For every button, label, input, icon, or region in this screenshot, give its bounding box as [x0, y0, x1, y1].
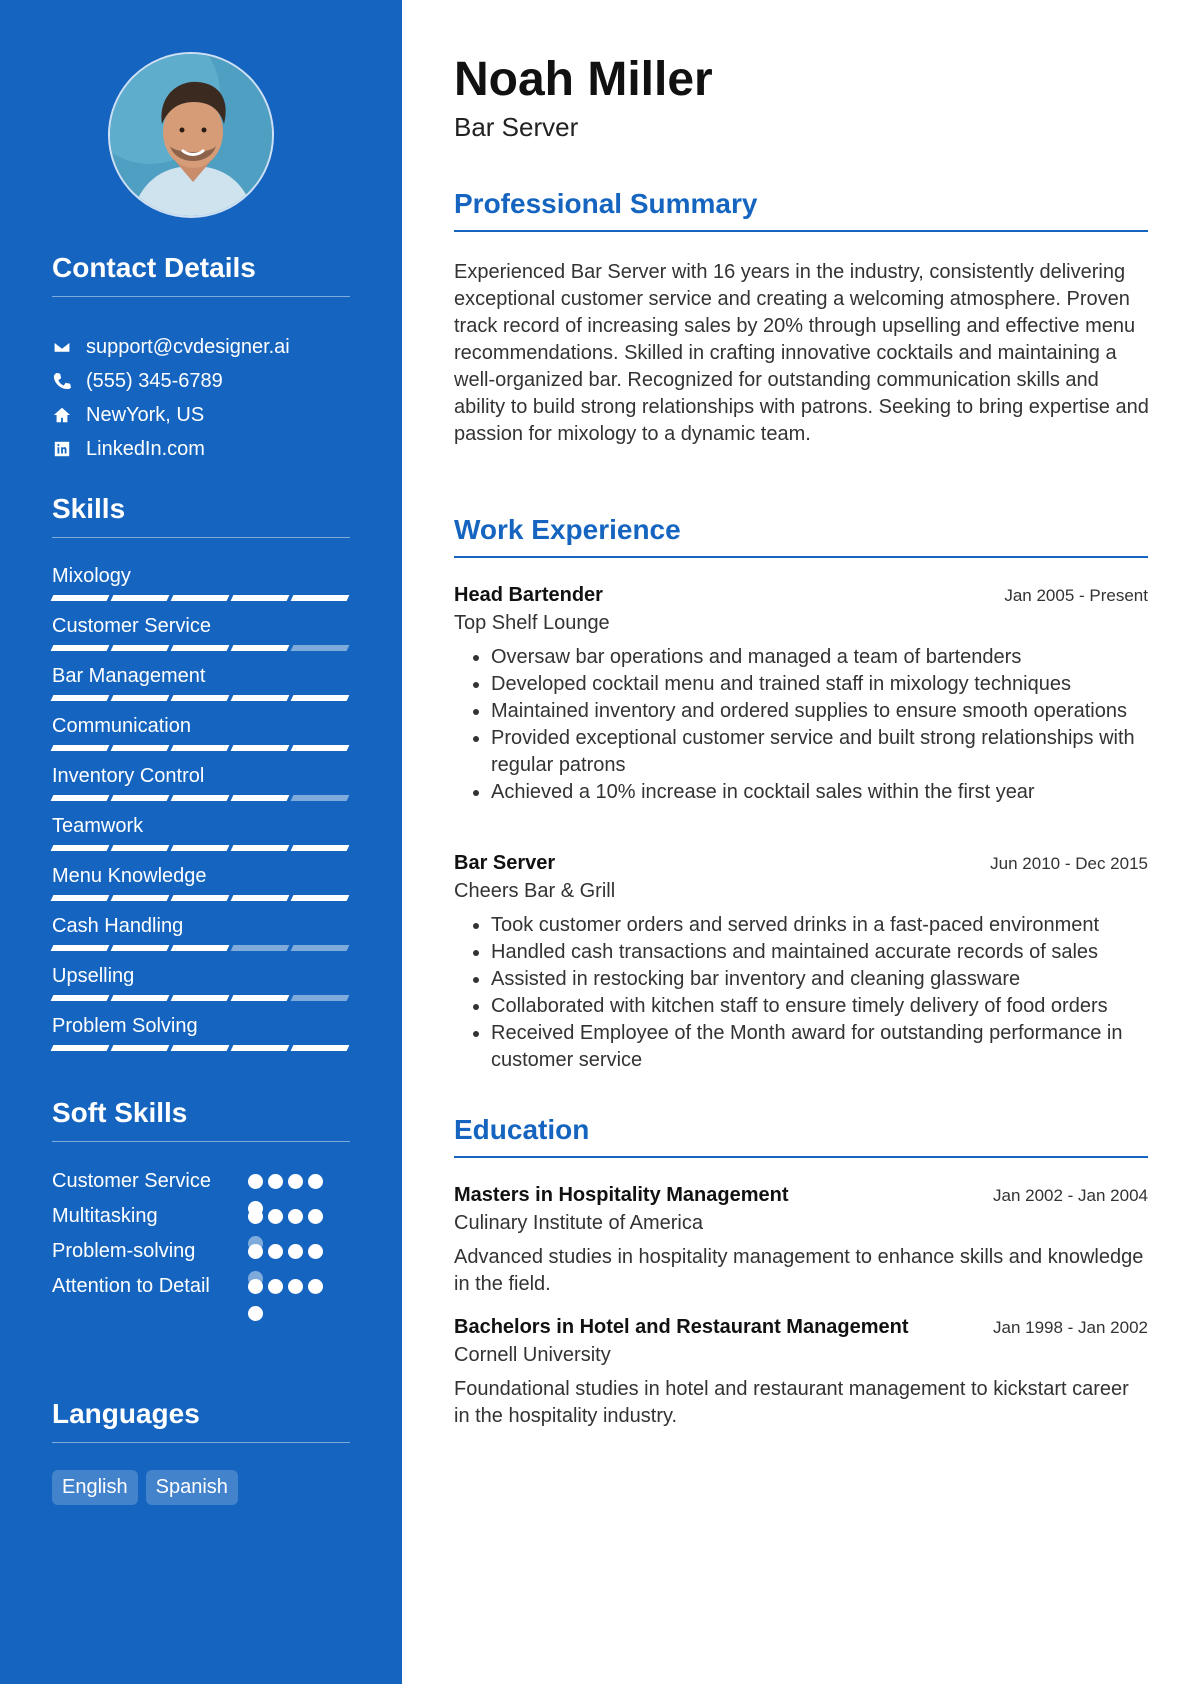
list-item: • Provided exceptional customer service and built strong relationships with regular patrons [491, 725, 1148, 779]
summary-heading: Professional Summary [454, 188, 1148, 232]
rating-dot [248, 1306, 263, 1321]
skills-list [52, 563, 348, 1063]
skill-bar-segment [111, 995, 170, 1001]
profile-photo [108, 52, 274, 218]
soft-skills-list [52, 1168, 352, 1308]
skill-bar-segment [111, 595, 170, 601]
skill-bar-segment [111, 1045, 170, 1051]
list-item: • Developed cocktail menu and trained staff in mixology techniques [491, 671, 1148, 698]
skill-item [52, 863, 348, 913]
language-tag: English [52, 1470, 138, 1505]
experience-company: Cheers Bar & Grill [454, 880, 616, 902]
skill-bar-segment [291, 645, 350, 651]
skill-bar-segment [51, 795, 110, 801]
education-entry [454, 1182, 1148, 1298]
experience-dates: Jan 2005 - Present [1004, 586, 1148, 605]
soft-skill-name: Problem-solving [52, 1240, 196, 1262]
skill-bar-segment [51, 895, 110, 901]
skill-bar-segment [231, 895, 290, 901]
envelope-icon [52, 337, 72, 357]
experience-entry [454, 850, 1148, 1074]
soft-skill-name: Multitasking [52, 1205, 158, 1227]
education-entry [454, 1314, 1148, 1430]
rating-dot [308, 1174, 323, 1189]
contact-email[interactable] [52, 330, 352, 364]
skill-name: Customer Service [52, 615, 211, 637]
skill-bars [52, 995, 348, 1001]
education-school: Cornell University [454, 1344, 611, 1366]
summary-text: Experienced Bar Server with 16 years in the industry, consistently delivering exceptional customer service and creating a welcoming atmosphere. Proven track record of increasing sales by 20% through upselling and effective menu recommendations. Skilled in crafting innovative cocktails and maintaining a well-organized bar. Recognized for outstanding communication skills and ability to build strong relationships with patrons. Seeking to bring expertise and passion for mixology to a dynamic team. [454, 261, 1149, 445]
skill-bar-segment [111, 645, 170, 651]
skill-bar-segment [231, 595, 290, 601]
experience-heading: Work Experience [454, 514, 1148, 558]
contact-linkedin[interactable] [52, 432, 352, 466]
skill-name: Bar Management [52, 665, 206, 687]
skill-bars [52, 595, 348, 601]
contact-location-text: NewYork, US [86, 403, 205, 426]
rating-dot [288, 1174, 303, 1189]
education-degree: Bachelors in Hotel and Restaurant Management [454, 1316, 909, 1338]
skill-bar-segment [291, 845, 350, 851]
education-dates: Jan 1998 - Jan 2002 [992, 1318, 1148, 1337]
phone-icon [52, 371, 72, 391]
skill-bars [52, 845, 348, 851]
contact-heading: Contact Details [52, 252, 350, 297]
experience-dates: Jun 2010 - Dec 2015 [990, 854, 1148, 873]
skill-bar-segment [111, 895, 170, 901]
skill-name: Problem Solving [52, 1015, 198, 1037]
skill-bar-segment [231, 995, 290, 1001]
soft-skill-item [52, 1238, 352, 1265]
skill-bar-segment [231, 695, 290, 701]
contact-phone-text: (555) 345-6789 [86, 369, 223, 392]
skill-bars [52, 1045, 348, 1051]
rating-dot [248, 1244, 263, 1259]
skill-bars [52, 645, 348, 651]
skills-heading: Skills [52, 493, 350, 538]
rating-dot [268, 1174, 283, 1189]
skill-name: Communication [52, 715, 191, 737]
soft-skills-heading: Soft Skills [52, 1097, 350, 1142]
list-item: • Took customer orders and served drinks in a fast-paced environment [491, 912, 1148, 939]
skill-bar-segment [51, 595, 110, 601]
rating-dot [248, 1279, 263, 1294]
experience-title: Bar Server [454, 852, 556, 874]
skill-bar-segment [171, 595, 230, 601]
experience-entry [454, 582, 1148, 806]
languages-heading: Languages [52, 1398, 350, 1443]
skill-bar-segment [171, 845, 230, 851]
contact-email-text: support@cvdesigner.ai [86, 335, 290, 358]
rating-dot [308, 1244, 323, 1259]
education-dates: Jan 2002 - Jan 2004 [992, 1186, 1148, 1205]
education-description: Advanced studies in hospitality management to enhance skills and knowledge in the field. [454, 1246, 1144, 1295]
person-name: Noah Miller [454, 53, 713, 106]
rating-dot [288, 1209, 303, 1224]
experience-bullets [454, 644, 1148, 806]
skill-bar-segment [291, 995, 350, 1001]
skill-bar-segment [171, 1045, 230, 1051]
rating-dot [268, 1244, 283, 1259]
list-item: • Maintained inventory and ordered supplies to ensure smooth operations [491, 698, 1148, 725]
skill-bar-segment [291, 795, 350, 801]
rating-dot [268, 1279, 283, 1294]
soft-skill-item [52, 1273, 352, 1300]
education-heading: Education [454, 1114, 1148, 1158]
skill-name: Upselling [52, 965, 135, 987]
skill-bars [52, 895, 348, 901]
soft-skill-item [52, 1168, 352, 1195]
skill-bar-segment [231, 645, 290, 651]
list-item: • Assisted in restocking bar inventory and cleaning glassware [491, 966, 1148, 993]
skill-bar-segment [231, 1045, 290, 1051]
languages-list [52, 1470, 238, 1505]
contact-list [52, 330, 352, 466]
skill-bar-segment [291, 945, 350, 951]
sidebar [0, 0, 402, 1684]
skill-bars [52, 945, 348, 951]
avatar [110, 54, 274, 218]
skill-bar-segment [171, 895, 230, 901]
skill-bar-segment [291, 1045, 350, 1051]
skill-item [52, 813, 348, 863]
skill-bar-segment [291, 695, 350, 701]
rating-dot [268, 1209, 283, 1224]
skill-bars [52, 695, 348, 701]
skill-bar-segment [171, 795, 230, 801]
skill-item [52, 1013, 348, 1063]
education-school: Culinary Institute of America [454, 1212, 703, 1234]
skill-bar-segment [231, 745, 290, 751]
experience-company: Top Shelf Lounge [454, 612, 610, 634]
skill-bar-segment [231, 945, 290, 951]
skill-bar-segment [171, 745, 230, 751]
skill-name: Cash Handling [52, 915, 184, 937]
rating-dot [248, 1174, 263, 1189]
list-item: • Handled cash transactions and maintained accurate records of sales [491, 939, 1148, 966]
list-item: • Received Employee of the Month award for outstanding performance in customer service [491, 1020, 1148, 1074]
skill-name: Inventory Control [52, 765, 205, 787]
soft-skill-dots [248, 1273, 338, 1321]
experience-bullets [454, 912, 1148, 1074]
skill-bar-segment [111, 795, 170, 801]
contact-location [52, 398, 352, 432]
skill-item [52, 713, 348, 763]
skill-bars [52, 795, 348, 801]
skill-bar-segment [51, 645, 110, 651]
skill-bar-segment [51, 1045, 110, 1051]
skill-bar-segment [291, 895, 350, 901]
rating-dot [308, 1209, 323, 1224]
skill-bar-segment [51, 845, 110, 851]
skill-name: Menu Knowledge [52, 865, 207, 887]
rating-dot [288, 1244, 303, 1259]
skill-item [52, 563, 348, 613]
skill-bar-segment [111, 845, 170, 851]
main-content [402, 0, 1200, 1684]
skill-name: Mixology [52, 565, 131, 587]
soft-skill-name: Customer Service [52, 1170, 211, 1192]
skill-bars [52, 745, 348, 751]
skill-bar-segment [111, 745, 170, 751]
soft-skill-name: Attention to Detail [52, 1275, 210, 1297]
skill-item [52, 763, 348, 813]
contact-linkedin-text: LinkedIn.com [86, 437, 205, 460]
skill-bar-segment [291, 595, 350, 601]
language-tag: Spanish [146, 1470, 238, 1505]
skill-bar-segment [231, 795, 290, 801]
list-item: • Achieved a 10% increase in cocktail sales within the first year [491, 779, 1148, 806]
home-icon [52, 405, 72, 425]
education-description: Foundational studies in hotel and restaurant management to kickstart career in the hospitality industry. [454, 1378, 1129, 1427]
list-item: • Collaborated with kitchen staff to ensure timely delivery of food orders [491, 993, 1148, 1020]
skill-bar-segment [231, 845, 290, 851]
skill-name: Teamwork [52, 815, 144, 837]
skill-bar-segment [111, 945, 170, 951]
skill-bar-segment [171, 995, 230, 1001]
skill-bar-segment [291, 745, 350, 751]
linkedin-icon [52, 439, 72, 459]
experience-title: Head Bartender [454, 584, 603, 606]
skill-bar-segment [171, 945, 230, 951]
job-title: Bar Server [454, 112, 579, 142]
skill-item [52, 963, 348, 1013]
skill-bar-segment [111, 695, 170, 701]
education-degree: Masters in Hospitality Management [454, 1184, 789, 1206]
skill-bar-segment [171, 645, 230, 651]
list-item: • Oversaw bar operations and managed a team of bartenders [491, 644, 1148, 671]
rating-dot [308, 1279, 323, 1294]
skill-bar-segment [51, 745, 110, 751]
skill-bar-segment [51, 945, 110, 951]
soft-skill-item [52, 1203, 352, 1230]
rating-dot [288, 1279, 303, 1294]
skill-bar-segment [51, 695, 110, 701]
skill-bar-segment [51, 995, 110, 1001]
skill-item [52, 913, 348, 963]
skill-item [52, 663, 348, 713]
rating-dot [248, 1209, 263, 1224]
skill-bar-segment [171, 695, 230, 701]
contact-phone[interactable] [52, 364, 352, 398]
skill-item [52, 613, 348, 663]
